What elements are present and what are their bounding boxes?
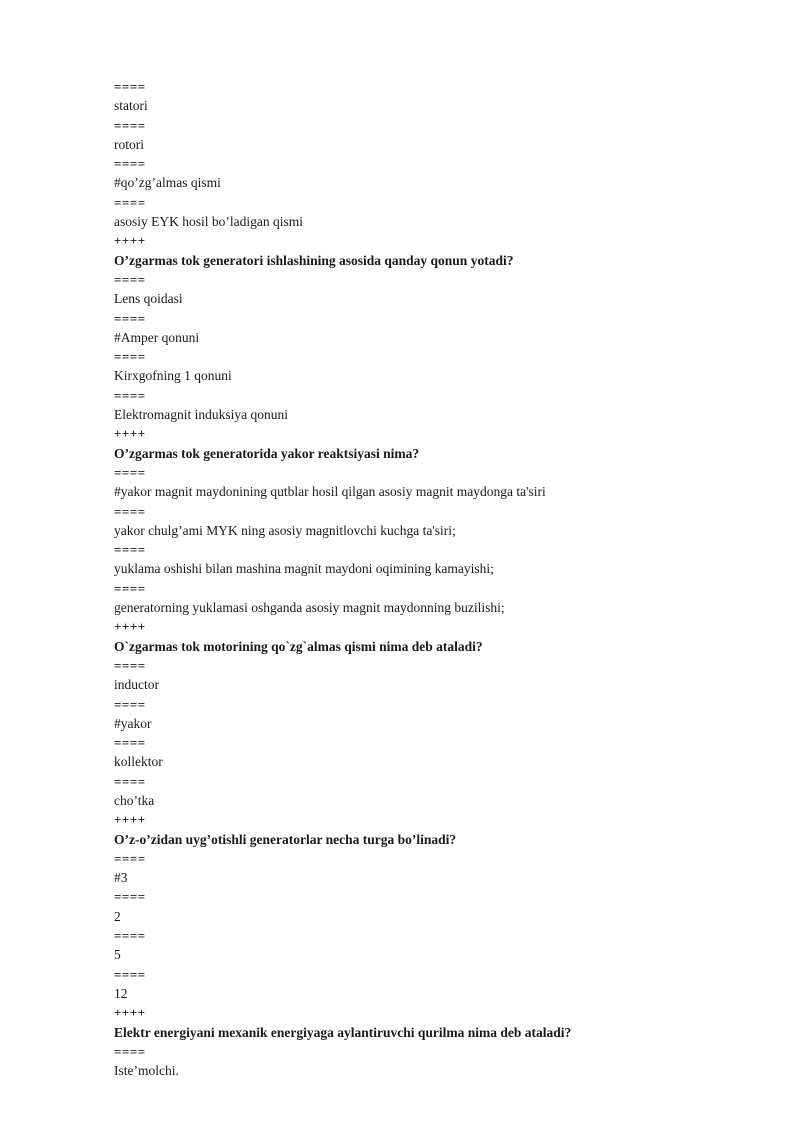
separator-line: ==== bbox=[114, 966, 146, 982]
answer-option: #qo’zg’almas qismi bbox=[114, 175, 221, 191]
separator-line: ==== bbox=[114, 310, 146, 326]
separator-line: ++++ bbox=[114, 233, 146, 249]
separator-line: ==== bbox=[114, 696, 146, 712]
separator-line: ==== bbox=[114, 464, 146, 480]
answer-option: Lens qoidasi bbox=[114, 291, 183, 307]
separator-line: ==== bbox=[114, 349, 146, 365]
answer-option: inductor bbox=[114, 677, 159, 693]
separator-line: ==== bbox=[114, 735, 146, 751]
separator-line: ==== bbox=[114, 503, 146, 519]
question-text: O’zgarmas tok generatorida yakor reaktsiyasi nima? bbox=[114, 445, 420, 461]
answer-option: 5 bbox=[114, 947, 121, 963]
answer-option: yuklama oshishi bilan mashina magnit maydoni oqimining kamayishi; bbox=[114, 561, 494, 577]
answer-option: 2 bbox=[114, 908, 121, 924]
separator-line: ==== bbox=[114, 657, 146, 673]
separator-line: ++++ bbox=[114, 1005, 146, 1021]
answer-option: statori bbox=[114, 98, 148, 114]
answer-option: yakor chulg’ami MYK ning asosiy magnitlovchi kuchga ta'siri; bbox=[114, 522, 456, 538]
separator-line: ==== bbox=[114, 156, 146, 172]
separator-line: ==== bbox=[114, 773, 146, 789]
answer-option: Iste’molchi. bbox=[114, 1063, 179, 1079]
separator-line: ==== bbox=[114, 889, 146, 905]
answer-option: #yakor bbox=[114, 715, 152, 731]
answer-option: kollektor bbox=[114, 754, 163, 770]
answer-option: #Amper qonuni bbox=[114, 329, 200, 345]
answer-option: Elektromagnit induksiya qonuni bbox=[114, 407, 288, 423]
separator-line: ==== bbox=[114, 850, 146, 866]
answer-option: Kirxgofning 1 qonuni bbox=[114, 368, 232, 384]
separator-line: ==== bbox=[114, 580, 146, 596]
question-text: O’z-o’zidan uyg’otishli generatorlar necha turga bo’linadi? bbox=[114, 831, 457, 847]
separator-line: ==== bbox=[114, 117, 146, 133]
separator-line: ==== bbox=[114, 542, 146, 558]
separator-line: ==== bbox=[114, 1043, 146, 1059]
answer-option: #3 bbox=[114, 870, 128, 886]
answer-option: rotori bbox=[114, 136, 144, 152]
separator-line: ++++ bbox=[114, 619, 146, 635]
question-text: O`zgarmas tok motorining qo`zg`almas qismi nima deb ataladi? bbox=[114, 638, 483, 654]
separator-line: ==== bbox=[114, 928, 146, 944]
answer-option: 12 bbox=[114, 985, 128, 1001]
question-text: Elektr energiyani mexanik energiyaga aylantiruvchi qurilma nima deb ataladi? bbox=[114, 1024, 572, 1040]
answer-option: asosiy EYK hosil bo’ladigan qismi bbox=[114, 214, 303, 230]
separator-line: ==== bbox=[114, 194, 146, 210]
question-text: O’zgarmas tok generatori ishlashining asosida qanday qonun yotadi? bbox=[114, 252, 514, 268]
separator-line: ==== bbox=[114, 79, 146, 94]
separator-line: ++++ bbox=[114, 812, 146, 828]
document-page bbox=[114, 77, 754, 1080]
separator-line: ++++ bbox=[114, 426, 146, 442]
answer-option: generatorning yuklamasi oshganda asosiy magnit maydonning buzilishi; bbox=[114, 600, 505, 616]
separator-line: ==== bbox=[114, 387, 146, 403]
answer-option: cho’tka bbox=[114, 792, 155, 808]
answer-option: #yakor magnit maydonining qutblar hosil qilgan asosiy magnit maydonga ta'siri bbox=[114, 484, 546, 500]
separator-line: ==== bbox=[114, 271, 146, 287]
